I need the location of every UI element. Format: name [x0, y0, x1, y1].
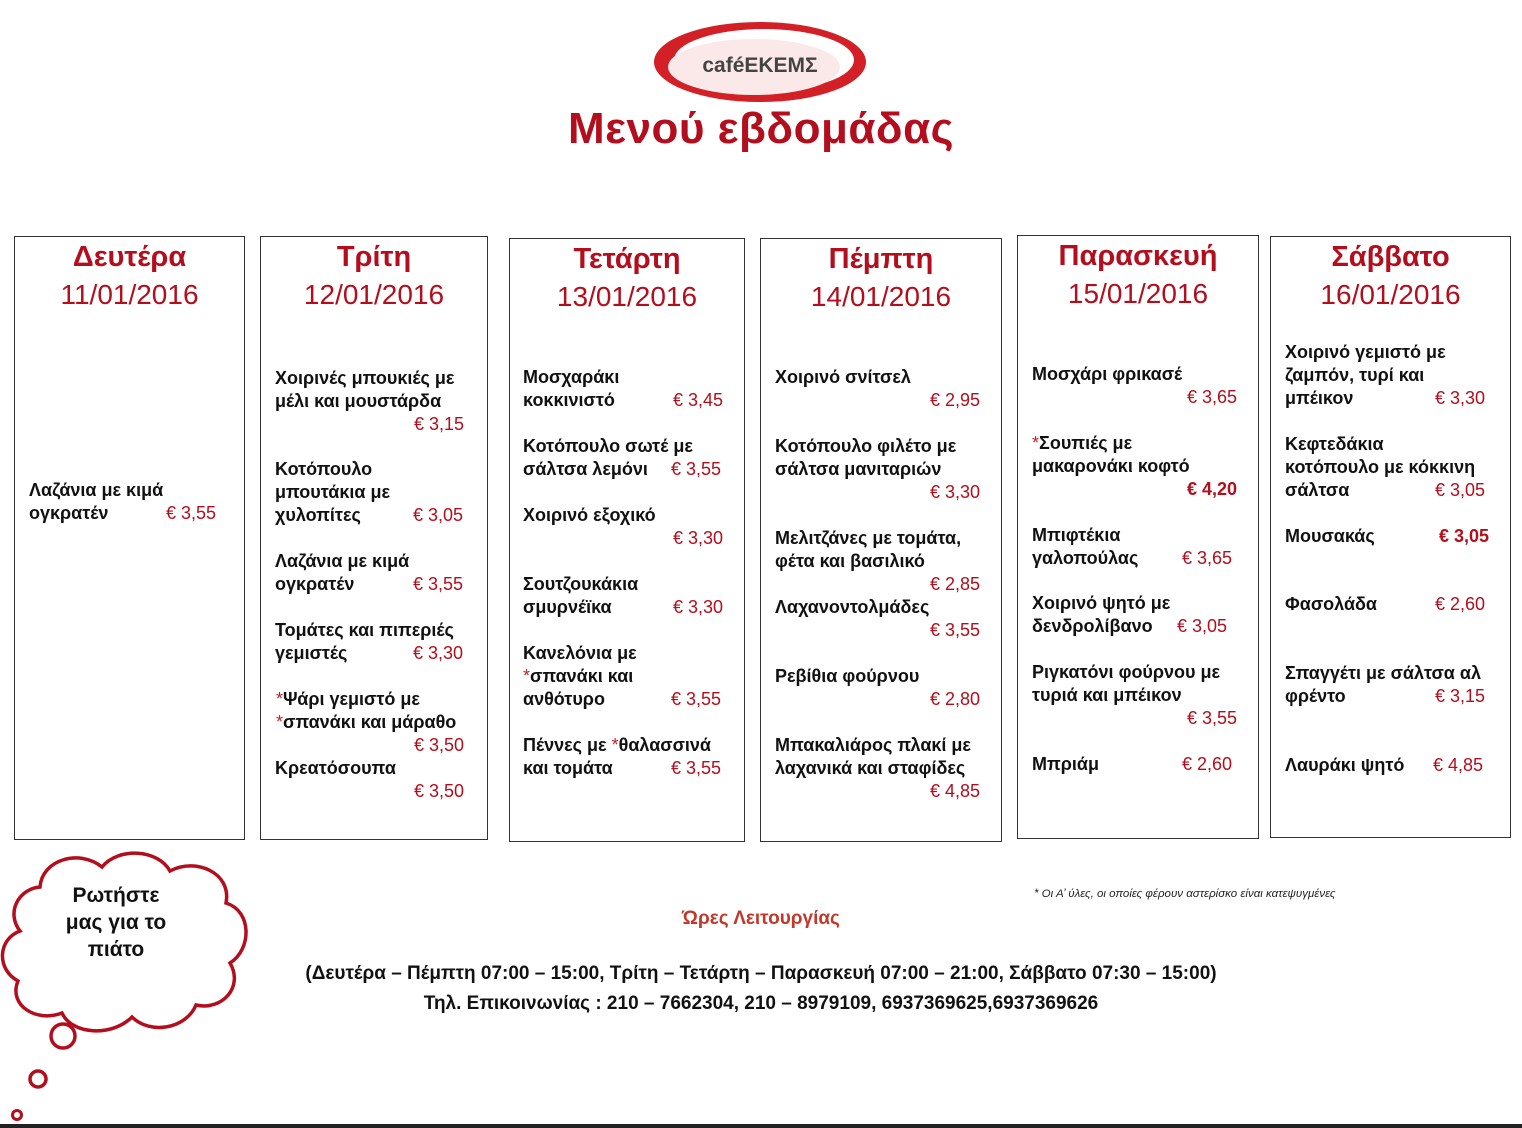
menu-item-price: € 3,05 [1435, 480, 1486, 500]
contact-phones: Τηλ. Επικοινωνίας : 210 – 7662304, 210 – 8979109, 6937369625,6937369626 [423, 993, 1099, 1014]
day-name: Δευτέρα [72, 241, 187, 273]
menu-item-price: € 3,55 [413, 574, 464, 594]
menu-item-price: € 3,15 [414, 414, 465, 434]
menu-item: Σπαγγέτι με σάλτσα αλ φρέντο [1285, 663, 1481, 706]
day-name: Πέμπτη [828, 243, 934, 275]
day-name: Παρασκευή [1058, 240, 1218, 272]
menu-item: Μοσχαράκι κοκκινιστό [523, 367, 620, 410]
day-name: Σάββατο [1331, 241, 1450, 273]
menu-item-price: € 2,60 [1435, 594, 1486, 614]
page-title: Μενού εβδομάδας [567, 104, 955, 153]
menu-item: *Ψάρι γεμιστό με *σπανάκι και μάραθο [276, 689, 457, 732]
menu-item: Κεφτεδάκια κοτόπουλο με κόκκινη σάλτσα [1285, 434, 1476, 500]
menu-item: Χοιρινό σνίτσελ [775, 367, 911, 387]
menu-item-price: € 3,30 [930, 482, 981, 502]
menu-item: Κοτόπουλο μπουτάκια με χυλοπίτες [275, 459, 391, 525]
day-date: 16/01/2016 [1320, 279, 1461, 310]
menu-item-price: € 3,55 [671, 758, 722, 778]
opening-hours: (Δευτέρα – Πέμπτη 07:00 – 15:00, Τρίτη – Τετάρτη – Παρασκευή 07:00 – 21:00, Σάββατο 07:30 – 15:00) [305, 963, 1217, 984]
menu-item: Μουσακάς [1285, 526, 1375, 546]
menu-item-price: € 3,30 [413, 643, 464, 663]
day-date: 12/01/2016 [303, 279, 445, 310]
day-date: 14/01/2016 [810, 281, 952, 312]
menu-item: Χοιρινές μπουκιές με μέλι και μουστάρδα [275, 368, 455, 411]
menu-item-price: € 4,20 [1187, 479, 1238, 499]
menu-item: Λαχανοντολμάδες [775, 597, 930, 617]
menu-item: Ριγκατόνι φούρνου με τυριά και μπέικον [1032, 662, 1221, 705]
hours-title: Ώρες Λειτουργίας [682, 908, 840, 929]
menu-item-price: € 3,55 [671, 459, 722, 479]
menu-item-price: € 3,55 [1187, 708, 1238, 728]
menu-item: Χοιρινό γεμιστό με ζαμπόν, τυρί και μπέικον [1285, 342, 1446, 408]
menu-item-price: € 3,65 [1187, 387, 1238, 407]
menu-item-price: € 3,30 [1435, 388, 1486, 408]
day-date: 13/01/2016 [556, 281, 698, 312]
menu-item-price: € 3,50 [414, 735, 465, 755]
menu-item: Κανελόνια με *σπανάκι και ανθότυρο [523, 643, 637, 709]
menu-item-price: € 2,85 [930, 574, 981, 594]
cloud-text: Ρωτήστε μας για το πιάτο [65, 884, 167, 961]
menu-item-price: € 3,65 [1182, 548, 1233, 568]
menu-item: Μπακαλιάρος πλακί με λαχανικά και σταφίδες [775, 735, 971, 778]
menu-item: Κοτόπουλο φιλέτο με σάλτσα μανιταριών [775, 436, 957, 479]
day-name: Τρίτη [336, 241, 412, 273]
menu-item-price: € 2,60 [1182, 754, 1233, 774]
menu-item-price: € 2,80 [930, 689, 981, 709]
menu-item: Μοσχάρι φρικασέ [1032, 364, 1183, 384]
menu-item: Πέννες με *θαλασσινά και τομάτα [523, 735, 711, 778]
menu-item-price: € 4,85 [1433, 755, 1484, 775]
menu-item-price: € 3,55 [166, 503, 217, 523]
menu-item: Λαυράκι ψητό [1285, 755, 1405, 775]
day-column-monday [14, 236, 245, 840]
menu-item: Φασολάδα [1285, 594, 1377, 614]
menu-item-price: € 3,45 [673, 390, 724, 410]
menu-item: Τομάτες και πιπεριές γεμιστές [275, 620, 454, 663]
menu-item: Ρεβίθια φούρνου [775, 666, 920, 686]
menu-item-price: € 3,55 [930, 620, 981, 640]
menu-item: Κοτόπουλο σωτέ με σάλτσα λεμόνι [523, 436, 693, 479]
day-date: 11/01/2016 [60, 279, 199, 310]
menu-item: Χοιρινό εξοχικό [523, 505, 656, 525]
menu-item-price: € 3,05 [413, 505, 464, 525]
menu-item-price: € 3,55 [671, 689, 722, 709]
menu-item-price: € 3,30 [673, 597, 724, 617]
menu-item-price: € 2,95 [930, 390, 981, 410]
day-date: 15/01/2016 [1067, 278, 1209, 309]
logo-text: caféΕΚΕΜΣ [702, 54, 818, 77]
menu-item-price: € 4,85 [930, 781, 981, 801]
menu-item-price: € 3,05 [1177, 616, 1228, 636]
cafe-logo [652, 20, 868, 104]
menu-item-price: € 3,15 [1435, 686, 1486, 706]
menu-item: Μπιφτέκια γαλοπούλας [1032, 525, 1139, 568]
menu-item: Σουτζουκάκια σμυρνέϊκα [523, 574, 639, 617]
menu-item-price: € 3,50 [414, 781, 465, 801]
day-name: Τετάρτη [573, 243, 681, 275]
menu-item-price: € 3,30 [673, 528, 724, 548]
menu-item: Λαζάνια με κιμά ογκρατέν [275, 551, 410, 594]
bottom-divider [0, 1124, 1522, 1128]
menu-item: Μελιτζάνες με τομάτα, φέτα και βασιλικό [775, 528, 962, 571]
menu-item: Μπριάμ [1032, 754, 1099, 774]
frozen-footnote: * Οι Α’ ύλες, οι οποίες φέρουν αστερίσκο είναι κατεψυγμένες [1034, 888, 1336, 900]
menu-item: Κρεατόσουπα [275, 758, 396, 778]
menu-item: *Σουπιές με μακαρονάκι κοφτό [1032, 433, 1190, 476]
menu-item-price: € 3,05 [1439, 526, 1490, 546]
menu-item: Χοιρινό ψητό με δενδρολίβανο [1032, 593, 1171, 636]
menu-item: Λαζάνια με κιμά ογκρατέν [29, 480, 164, 523]
